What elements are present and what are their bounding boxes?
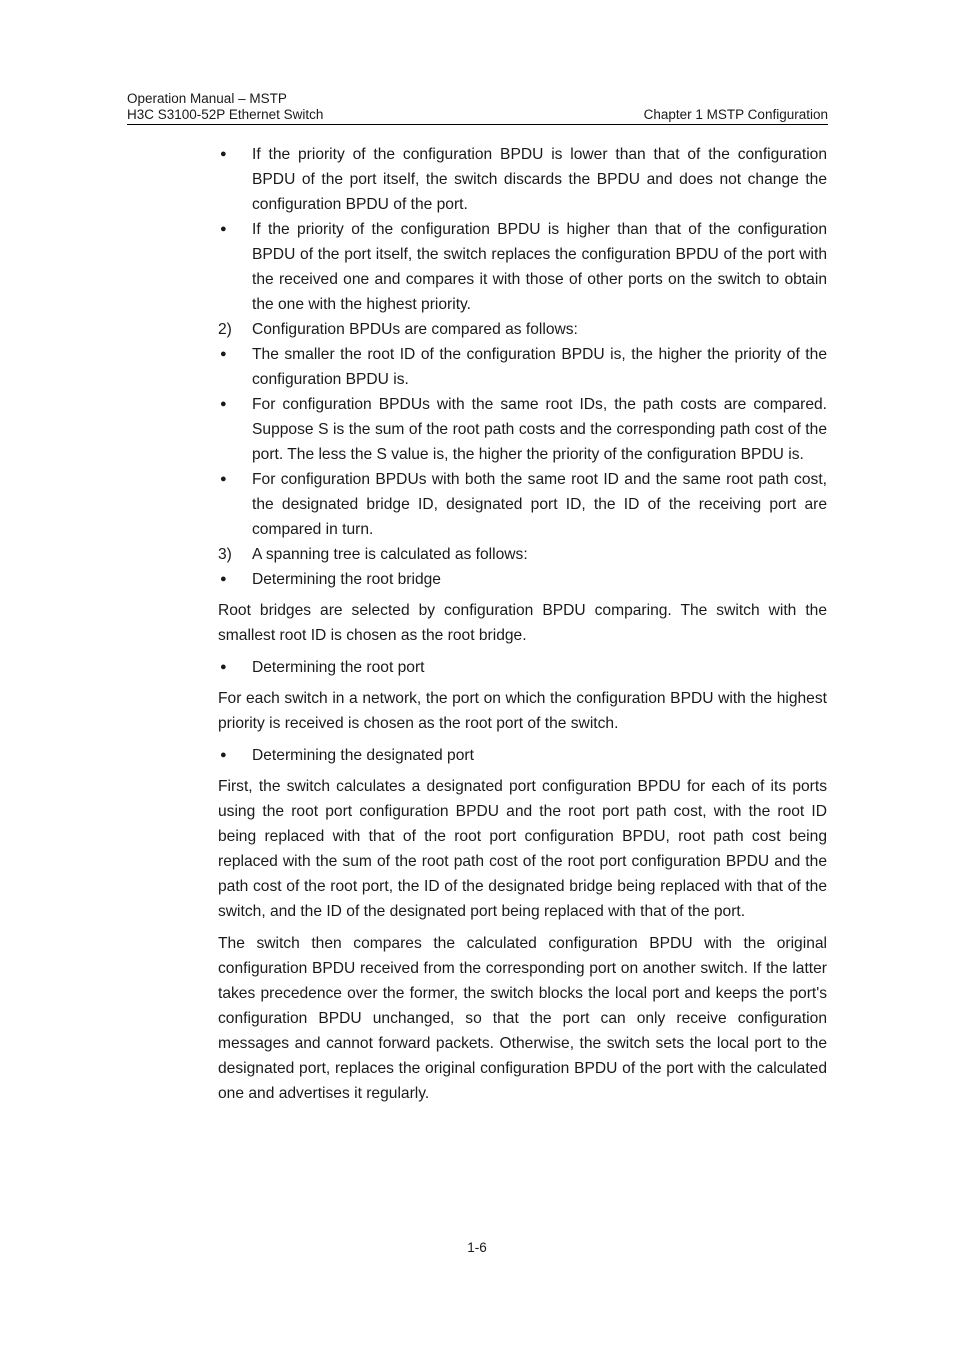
page-number: 1-6 (467, 1240, 487, 1255)
bullet-item (218, 567, 827, 592)
bullet-icon: ● (220, 749, 227, 761)
body-paragraph: The switch then compares the calculated configuration BPDU with the original configuration BPDU received from the corresponding port on another switch. If the latter takes precedence over the former, the switch blocks the local port and keeps the port's configuration BPDU unchanged, so that the port can only receive configuration messages and cannot forward packets. Otherwise, the switch sets the local port to the designated port, replaces the original configuration BPDU of the port with the calculated one and advertises it regularly. (218, 935, 827, 1102)
body-paragraph: First, the switch calculates a designated port configuration BPDU for each of its ports using the root port configuration BPDU and the root port path cost, with the root ID being replaced with that of the root port configuration BPDU, root path cost being replaced with the sum of the root path cost of the root port configuration BPDU and the path cost of the root port, the ID of the designated bridge being replaced with that of the switch, and the ID of the designated port being replaced with that of the port. (218, 778, 827, 920)
bullet-text: For configuration BPDUs with both the same root ID and the same root path cost, the designated bridge ID, designated port ID, the ID of the receiving port are compared in turn. (252, 471, 827, 538)
bullet-text: The smaller the root ID of the configuration BPDU is, the higher the priority of the configuration BPDU is. (252, 346, 827, 388)
bullet-text: If the priority of the configuration BPDU is higher than that of the configuration BPDU of the port itself, the switch replaces the configuration BPDU of the port with the received one and compares it with those of other ports on the switch to obtain the one with the highest priority. (252, 221, 827, 313)
body-paragraph: Root bridges are selected by configuration BPDU comparing. The switch with the smallest root ID is chosen as the root bridge. (218, 602, 827, 644)
numbered-item (218, 317, 827, 342)
bullet-icon: ● (220, 473, 227, 485)
numbered-item (218, 542, 827, 567)
bullet-icon: ● (220, 348, 227, 360)
bullet-text: For configuration BPDUs with the same root IDs, the path costs are compared. Suppose S is the sum of the root path costs and the corresponding path cost of the port. The less the S value is, the higher the priority of the configuration BPDU is. (252, 396, 827, 463)
bullet-item (218, 467, 827, 542)
bullet-icon: ● (220, 573, 227, 585)
bullet-item (218, 342, 827, 392)
product-name: H3C S3100-52P Ethernet Switch (127, 107, 324, 122)
bullet-icon: ● (220, 223, 227, 235)
chapter-title: Chapter 1 MSTP Configuration (643, 107, 828, 122)
bullet-icon: ● (220, 661, 227, 673)
bullet-item (218, 655, 827, 680)
manual-title: Operation Manual – MSTP (127, 91, 287, 106)
step-number: 2) (218, 321, 232, 338)
step-number: 3) (218, 546, 232, 563)
bullet-item (218, 142, 827, 217)
page-header (127, 91, 828, 125)
bullet-text: Determining the designated port (252, 747, 474, 764)
bullet-icon: ● (220, 148, 227, 160)
bullet-item (218, 217, 827, 317)
bullet-text: Determining the root bridge (252, 571, 441, 588)
bullet-text: If the priority of the configuration BPDU is lower than that of the configuration BPDU of the port itself, the switch discards the BPDU and does not change the configuration BPDU of the port. (252, 146, 827, 213)
bullet-text: Determining the root port (252, 659, 425, 676)
bullet-item (218, 392, 827, 467)
bullet-icon: ● (220, 398, 227, 410)
numbered-text: A spanning tree is calculated as follows: (252, 546, 528, 563)
numbered-text: Configuration BPDUs are compared as follows: (252, 321, 578, 338)
body-paragraph: For each switch in a network, the port on which the configuration BPDU with the highest priority is received is chosen as the root port of the switch. (218, 690, 827, 732)
bullet-item (218, 743, 827, 768)
page-body (218, 142, 827, 1113)
